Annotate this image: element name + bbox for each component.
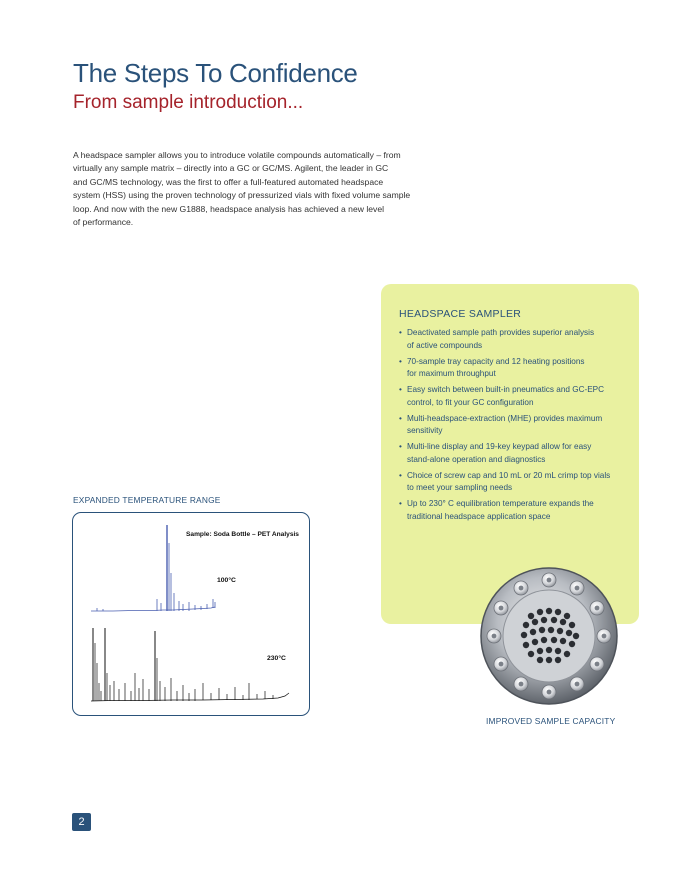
bullet-icon: • (399, 385, 402, 395)
bullet-icon: • (399, 470, 402, 480)
chromatogram-figure (72, 512, 310, 716)
trace-low-label: 100°C (217, 577, 236, 584)
intro-line: loop. And now with the new G1888, headspace analysis has achieved a new level (73, 203, 385, 214)
intro-line: A headspace sampler allows you to introduce volatile compounds automatically – from (73, 150, 401, 160)
feature-item: • Easy switch between built-in pneumatics and GC-EPC control, to fit your GC configuration (399, 385, 605, 407)
tray-caption: IMPROVED SAMPLE CAPACITY (486, 716, 616, 726)
bullet-icon: • (399, 328, 402, 337)
bullet-icon: • (399, 499, 402, 509)
chromatogram-illustration (73, 513, 310, 716)
feature-item: • Up to 230° C equilibration temperature expands the traditional headspace application space (399, 499, 594, 522)
intro-line: of performance. (73, 217, 134, 228)
page-number: 2 (72, 813, 91, 831)
panel-title: HEADSPACE SAMPLER (399, 308, 522, 320)
page-title: The Steps To Confidence (73, 58, 358, 88)
sample-tray-image (479, 566, 619, 706)
intro-line: virtually any sample matrix – directly into a GC or GC/MS. Agilent, the leader in GC (73, 163, 389, 174)
intro-line: and GC/MS technology, was the first to offer a full-featured automated headspace (73, 176, 384, 187)
intro-paragraph (73, 149, 425, 229)
bullet-icon: • (399, 356, 402, 366)
trace-230c (91, 628, 289, 701)
feature-item: • Choice of screw cap and 10 mL or 20 mL crimp top vials to meet your sampling needs (399, 470, 611, 493)
sample-label: Sample: Soda Bottle – PET Analysis (186, 531, 299, 538)
trace-high-label: 230°C (267, 655, 286, 662)
feature-item: • Multi-headspace-extraction (MHE) provides maximum sensitivity (399, 413, 603, 436)
bullet-icon: • (399, 442, 402, 452)
feature-item: • 70-sample tray capacity and 12 heating positions for maximum throughput (399, 356, 585, 379)
figure-caption: EXPANDED TEMPERATURE RANGE (73, 495, 221, 505)
page-subtitle: From sample introduction... (73, 92, 304, 113)
feature-item: • Multi-line display and 19-key keypad allow for easy stand-alone operation and diagnostics (399, 442, 592, 464)
feature-item: • Deactivated sample path provides superior analysis of active compounds (399, 328, 595, 350)
intro-line: system (HSS) using the proven technology of pressurized vials with fixed volume sample (73, 190, 411, 201)
feature-list (399, 327, 631, 527)
bullet-icon: • (399, 413, 402, 423)
